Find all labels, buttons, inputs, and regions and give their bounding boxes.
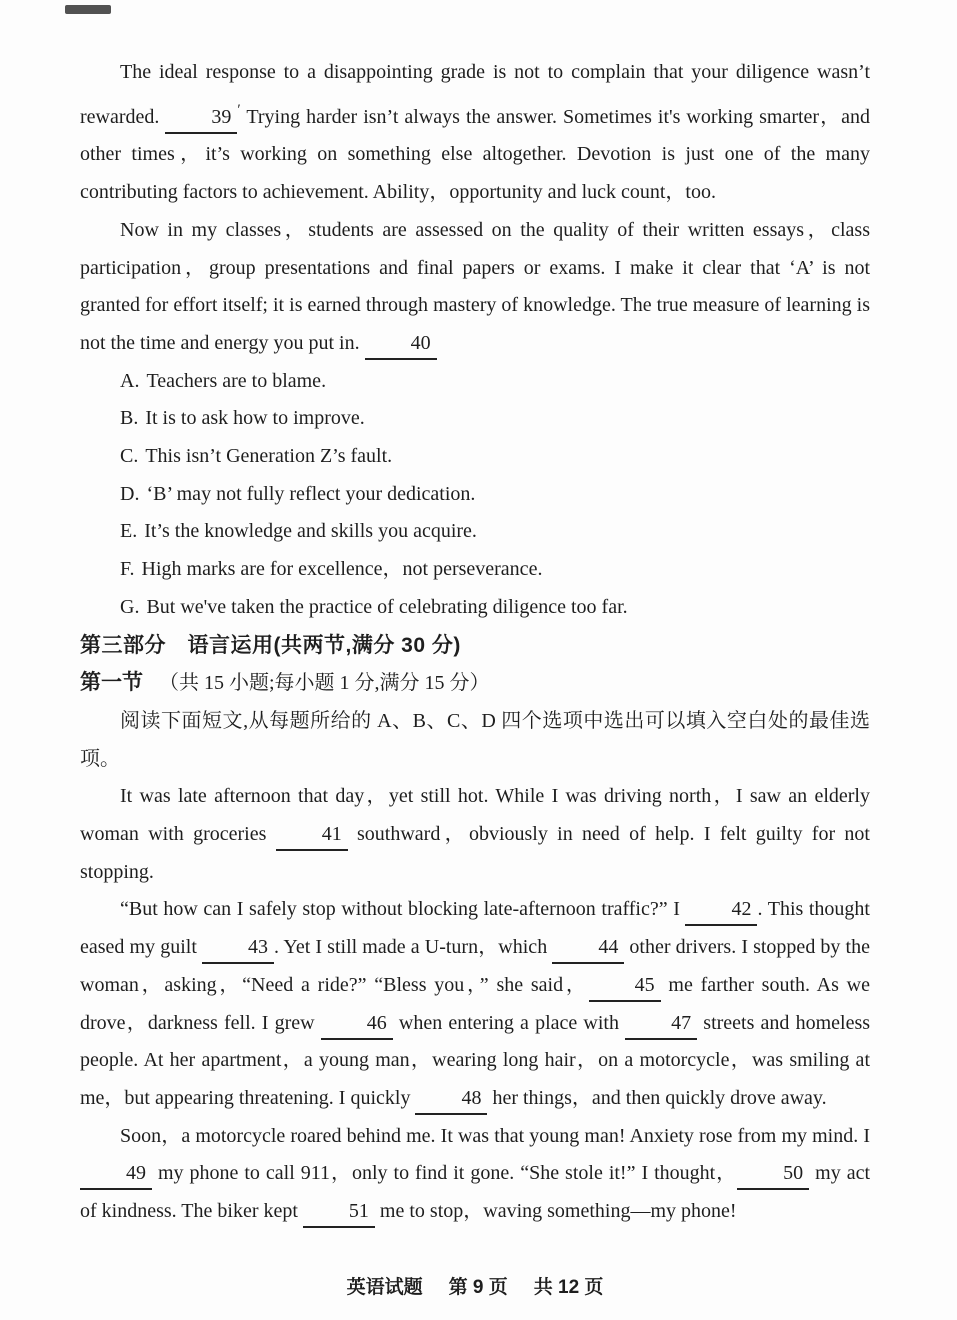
blank-49: 49 [80,1158,152,1190]
option-f [80,551,870,589]
blank-42: 42 [685,894,757,926]
blank-47: 47 [625,1008,697,1040]
footer-paper-title: 英语试题 [346,1277,423,1298]
option-g [80,589,870,627]
option-f-text: High marks are for excellence，not perseverance. [141,558,543,581]
section-one-label: 第一节 [80,671,143,695]
blank-50: 50 [737,1158,809,1190]
option-a [80,363,870,401]
option-a-text: Teachers are to blame. [146,369,327,392]
option-c-label: C. [120,445,139,468]
blank-46: 46 [321,1008,393,1040]
blank-51: 51 [303,1196,375,1228]
blank-39: 39 [165,102,237,134]
pencil-tick-mark: ′ [237,101,241,118]
cloze-paragraph-1: It was late afternoon that day，yet still hot. While I was driving north，I saw an elderly woman with groceries 41 southward，obviously in need of help. I felt guilty for not stopping. [80,785,870,883]
footer-page-number: 第 9 页 [448,1277,508,1298]
part-three-heading: 第三部分 语言运用(共两节,满分 30 分) [80,633,461,657]
seven-select-paragraph-2: Now in my classes，students are assessed on the quality of their written essays，class participation，group presentations and final papers or exams. I make it clear that ‘A’ is not granted for effort itself; it is earned through mastery of knowledge. The true measure of learning is not the time and energy you put in. 40 [80,212,870,363]
option-e [80,513,870,551]
option-d [80,476,870,514]
option-d-label: D. [120,482,140,505]
blank-44: 44 [552,932,624,964]
section-one-heading [80,664,870,703]
option-c [80,438,870,476]
footer-page-total: 共 12 页 [533,1277,604,1298]
cloze-paragraph-2: “But how can I safely stop without blocking late-afternoon traffic?” I 42 . This thought eased my guilt 43 . Yet I still made a U-turn，which 44 other drivers. I stopped by the woman，asking，“Need a ride?” “Bless you，” she said， 45 me farther south. As we drove，darkness fell. I grew 46 when entering a place with 47 streets and homeless people. At her apartment，a young man，wearing long hair，on a motorcycle，was smiling at me，but appearing threatening. I quickly 48 her things，and then quickly drove away. [80,891,870,1117]
cloze-instructions: 阅读下面短文,从每题所给的 A、B、C、D 四个选项中选出可以填入空白处的最佳选项。 [80,709,870,770]
option-d-text: ‘B’ may not fully reflect your dedication. [146,482,476,505]
option-b-label: B. [120,407,139,430]
blank-41: 41 [276,819,348,851]
option-g-label: G. [120,595,140,618]
cloze-paragraph-3: Soon，a motorcycle roared behind me. It was that young man! Anxiety rose from my mind. I 49 my phone to call 911，only to find it gone. “She stole it!” I thought， 50 my act of kindness. The biker kept 51 me to stop，waving something—my phone! [80,1118,870,1231]
option-b [80,400,870,438]
seven-select-paragraph-1: The ideal response to a disappointing grade is not to complain that your diligence wasn’t rewarded. 39 ′ Trying harder isn’t always the answer. Sometimes it's working smarter，and other times，it’s working on something else altogether. Devotion is just one of the many contributing factors to achievement. Ability，opportunity and luck count，too. [80,61,870,204]
option-e-label: E. [120,520,138,543]
option-f-label: F. [120,558,135,581]
page-content [80,54,870,1231]
scan-artifact-mark [65,5,111,14]
option-a-label: A. [120,369,140,392]
blank-43: 43 [202,932,274,964]
option-c-text: This isn’t Generation Z’s fault. [145,445,393,468]
section-one-detail: （共 15 小题;每小题 1 分,满分 15 分） [159,672,490,695]
page-footer [80,1272,870,1299]
option-g-text: But we've taken the practice of celebrating diligence too far. [146,595,628,618]
blank-48: 48 [415,1083,487,1115]
option-e-text: It’s the knowledge and skills you acquire. [144,520,477,543]
blank-40: 40 [365,328,437,360]
blank-45: 45 [589,970,661,1002]
option-b-text: It is to ask how to improve. [145,407,365,430]
